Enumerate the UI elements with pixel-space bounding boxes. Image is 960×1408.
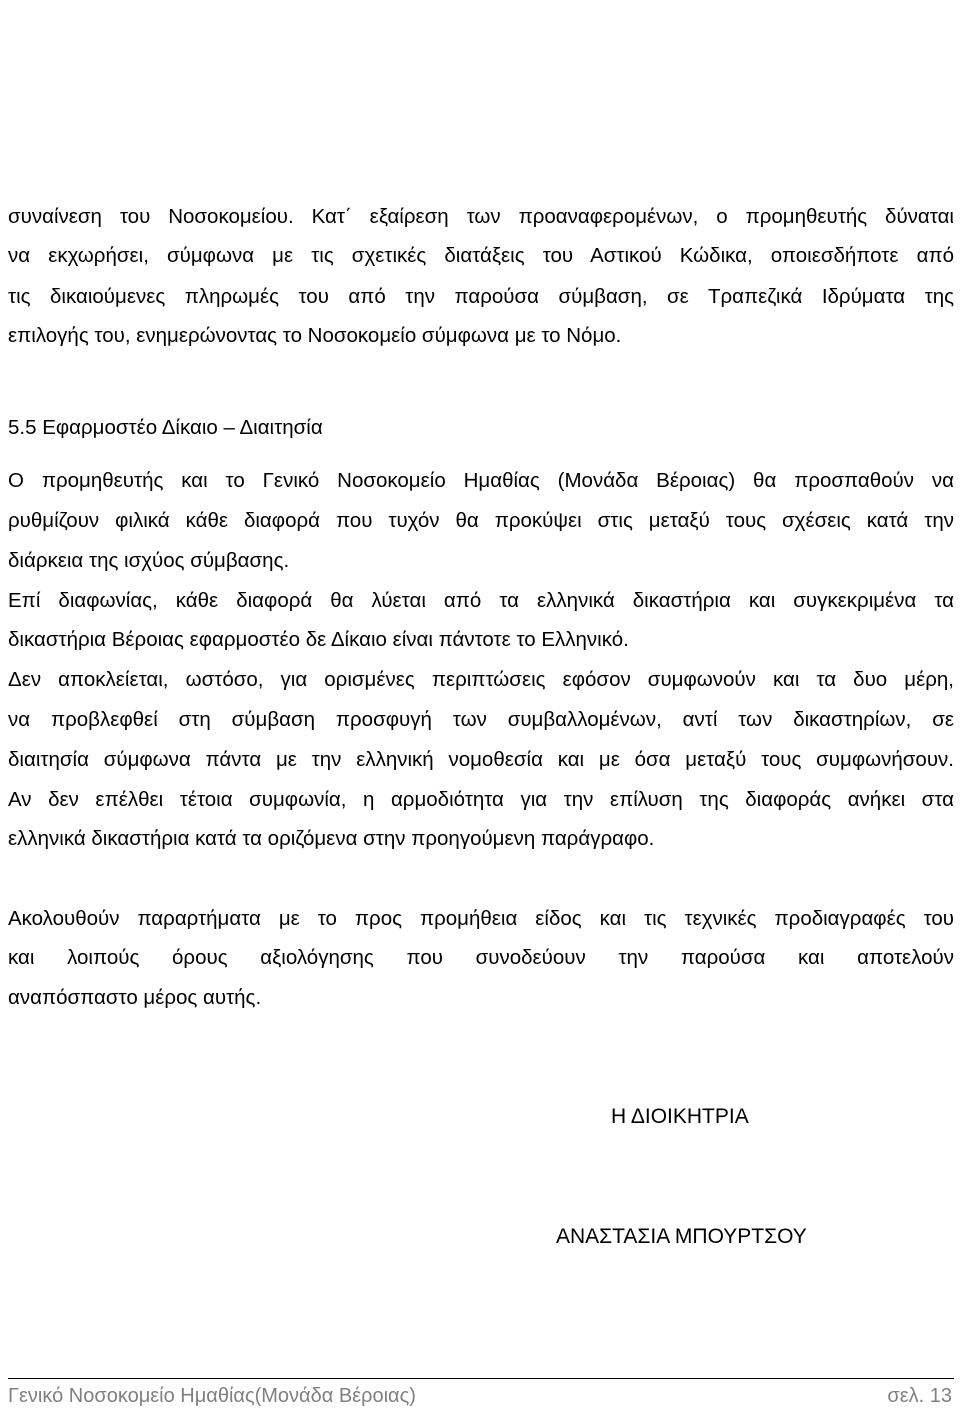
body-line: να προβλεφθεί στη σύμβαση προσφυγή των συμβαλλομένων, αντί των δικαστηρίων, σε — [8, 708, 954, 731]
body-line: Αν δεν επέλθει τέτοια συμφωνία, η αρμοδιότητα για την επίλυση της διαφοράς ανήκει στα — [8, 788, 954, 811]
signature-title: Η ΔΙΟΙΚΗΤΡΙΑ — [611, 1105, 749, 1128]
body-line: να εκχωρήσει, σύμφωνα με τις σχετικές διατάξεις του Αστικού Κώδικα, οποιεσδήποτε από — [8, 244, 954, 267]
body-line: Επί διαφωνίας, κάθε διαφορά θα λύεται από τα ελληνικά δικαστήρια και συγκεκριμένα τα — [8, 589, 954, 612]
body-line: Ακολουθούν παραρτήματα με το προς προμήθεια είδος και τις τεχνικές προδιαγραφές του — [8, 907, 954, 930]
body-line: διαιτησία σύμφωνα πάντα με την ελληνική νομοθεσία και με όσα μεταξύ τους συμφωνήσουν. — [8, 748, 954, 771]
signature-name: ΑΝΑΣΤΑΣΙΑ ΜΠΟΥΡΤΣΟΥ — [556, 1225, 807, 1248]
body-line: τις δικαιούμενες πληρωμές του από την παρούσα σύμβαση, σε Τραπεζικά Ιδρύματα της — [8, 285, 954, 308]
page-number: σελ. 13 — [887, 1385, 952, 1407]
section-heading: 5.5 Εφαρμοστέο Δίκαιο – Διαιτησία — [8, 416, 323, 439]
body-line: δικαστήρια Βέροιας εφαρμοστέο δε Δίκαιο είναι πάντοτε το Ελληνικό. — [8, 628, 629, 651]
body-line: και λοιπούς όρους αξιολόγησης που συνοδεύουν την παρούσα και αποτελούν — [8, 946, 954, 969]
body-line: αναπόσπαστο μέρος αυτής. — [8, 986, 262, 1009]
body-line: Ο προμηθευτής και το Γενικό Νοσοκομείο Ημαθίας (Μονάδα Βέροιας) θα προσπαθούν να — [8, 469, 954, 492]
body-line: ελληνικά δικαστήρια κατά τα οριζόμενα στην προηγούμενη παράγραφο. — [8, 827, 655, 850]
body-line: διάρκεια της ισχύος σύμβασης. — [8, 549, 290, 572]
body-line: ρυθμίζουν φιλικά κάθε διαφορά που τυχόν θα προκύψει στις μεταξύ τους σχέσεις κατά την — [8, 509, 954, 532]
footer-organization: Γενικό Νοσοκομείο Ημαθίας(Μονάδα Βέροιας) — [8, 1385, 416, 1407]
body-line: Δεν αποκλείεται, ωστόσο, για ορισμένες περιπτώσεις εφόσον συμφωνούν και τα δυο μέρη, — [8, 668, 954, 691]
body-line: συναίνεση του Νοσοκομείου. Κατ΄ εξαίρεση των προαναφερομένων, ο προμηθευτής δύναται — [8, 205, 954, 228]
footer-divider — [8, 1378, 954, 1379]
body-line: επιλογής του, ενημερώνοντας το Νοσοκομείο σύμφωνα με το Νόμο. — [8, 324, 622, 347]
